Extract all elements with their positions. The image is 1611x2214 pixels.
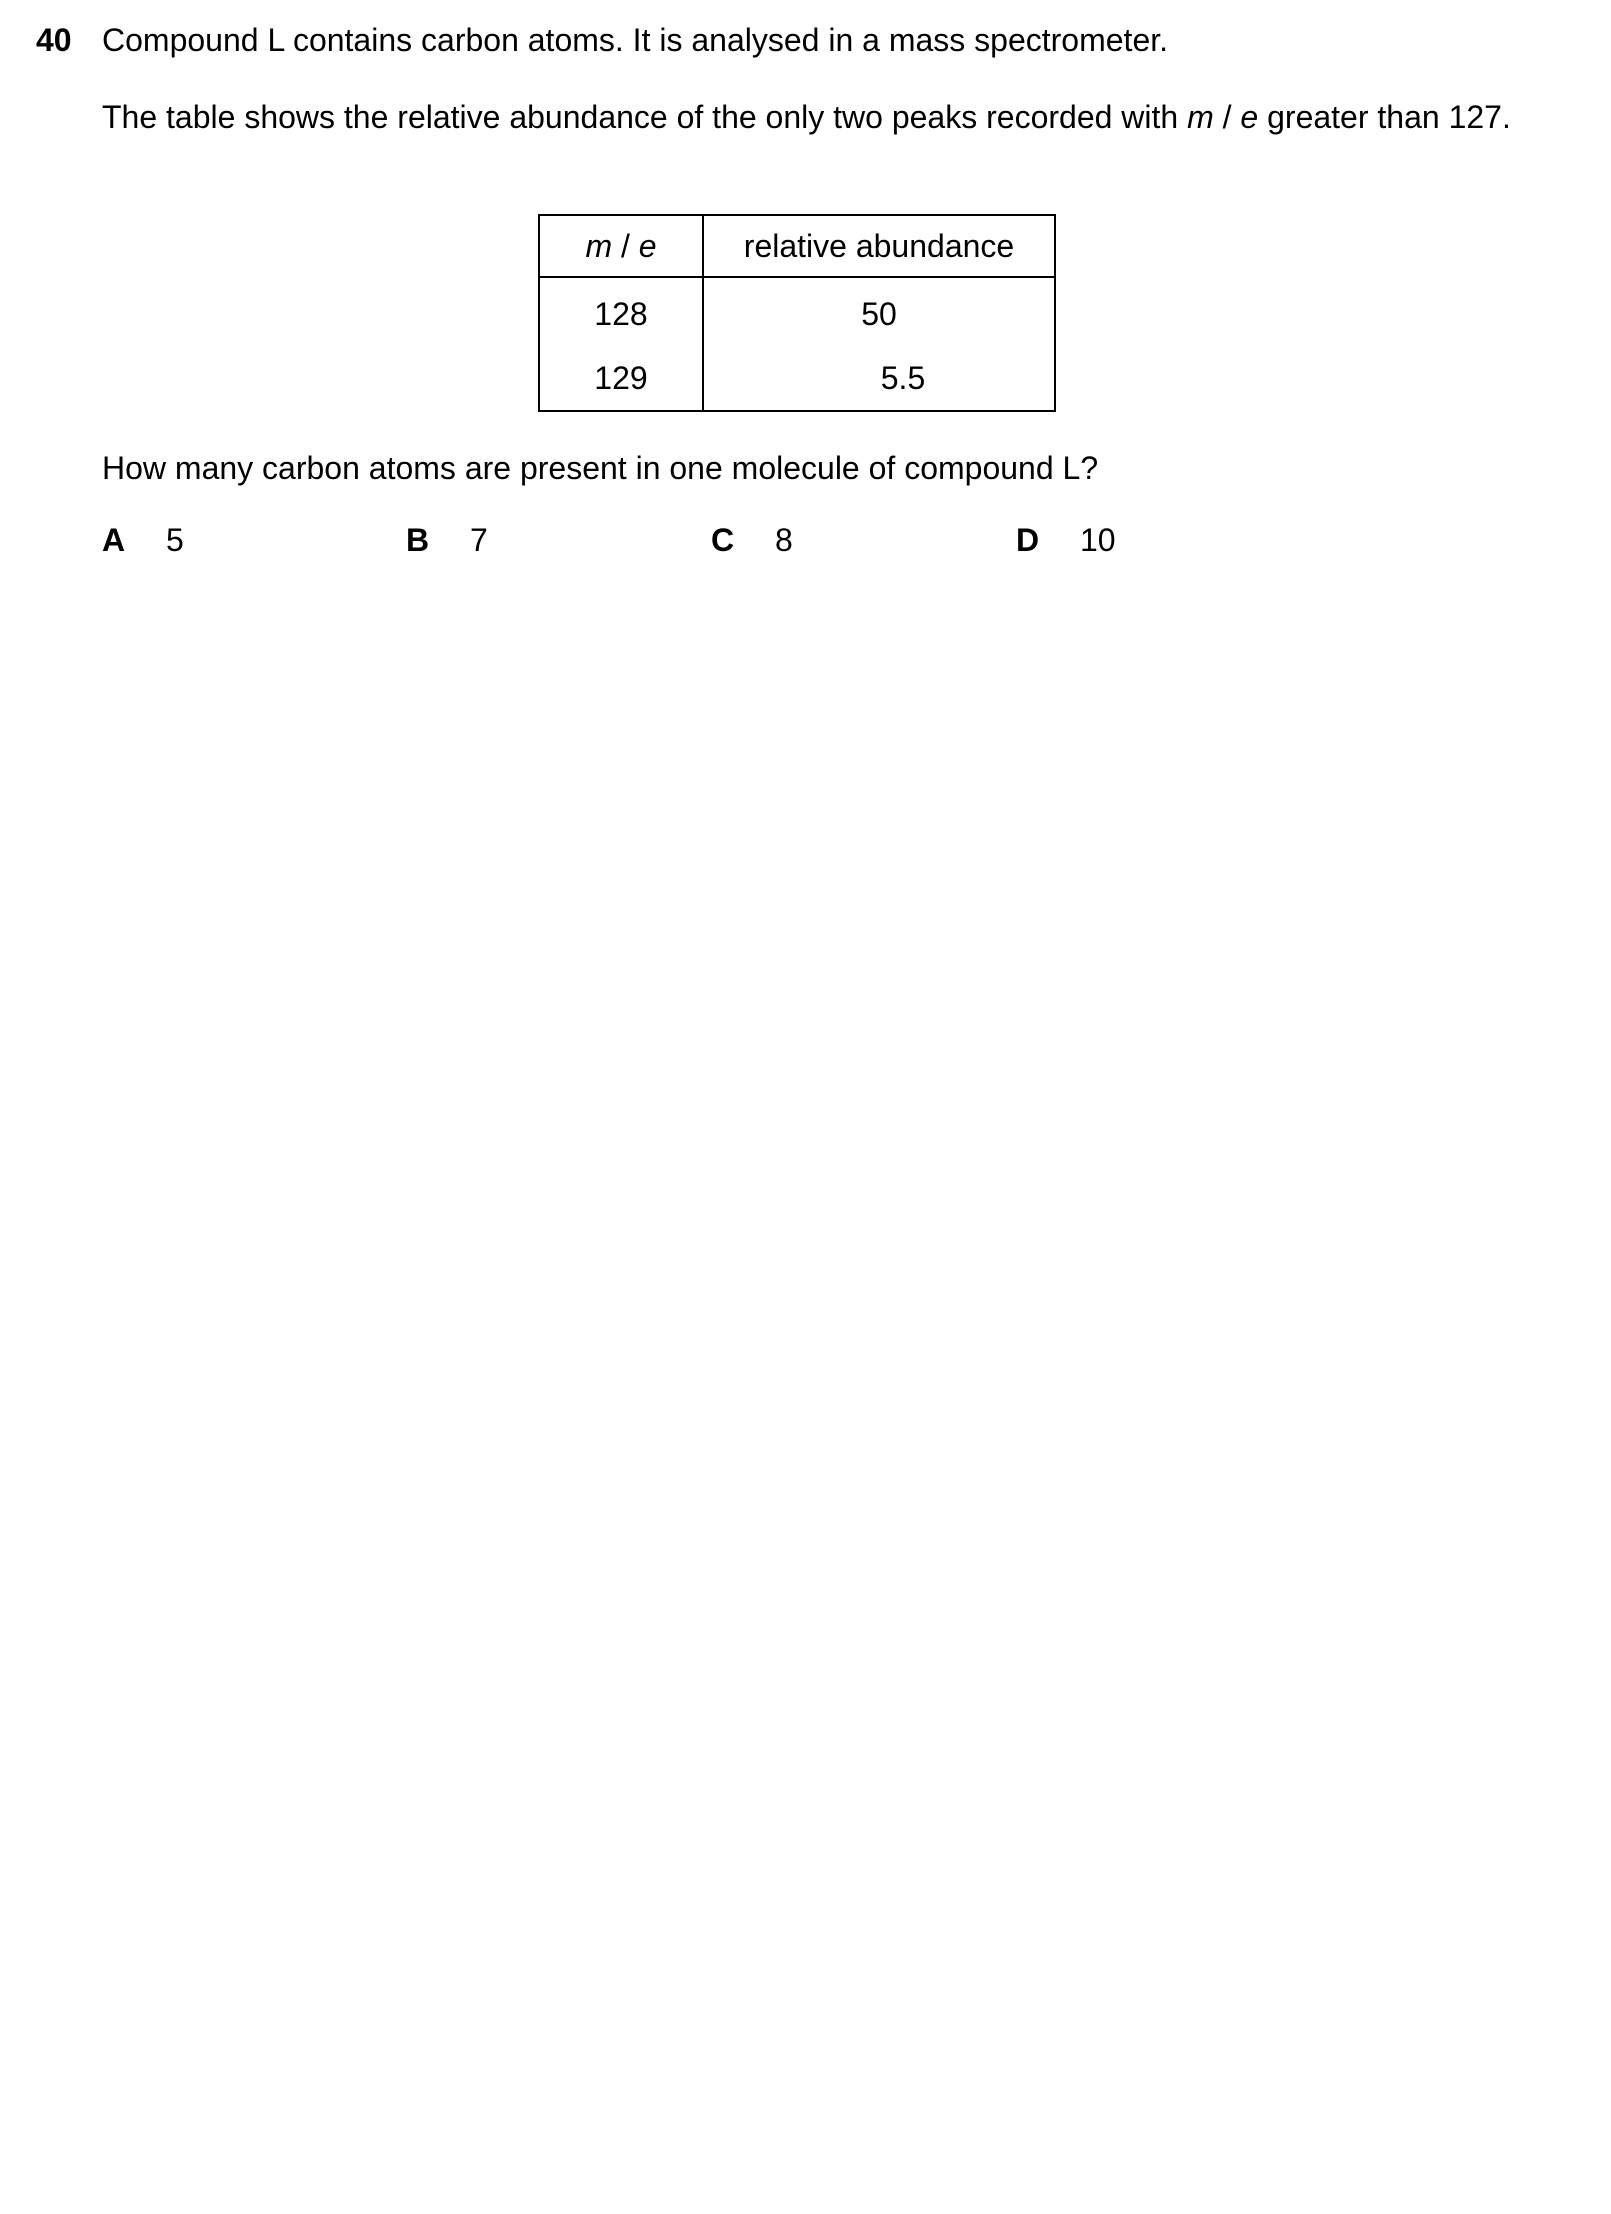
header-me	[539, 215, 703, 277]
cell-abundance: 50	[703, 277, 1055, 346]
option-b[interactable]	[406, 520, 488, 560]
header-me-e: e	[638, 227, 657, 264]
me-e: e	[1240, 99, 1259, 135]
table-intro	[102, 97, 1570, 137]
table-intro-after: greater than 127.	[1258, 99, 1511, 135]
table-header-row	[539, 215, 1055, 277]
option-value: 7	[470, 522, 488, 558]
option-letter: B	[406, 522, 430, 558]
option-c[interactable]	[711, 520, 793, 560]
cell-abundance	[703, 346, 1055, 411]
me-m: m	[1187, 99, 1214, 135]
option-value: 8	[775, 522, 793, 558]
option-letter: C	[711, 522, 735, 558]
cell-me: 128	[539, 277, 703, 346]
option-d[interactable]	[1016, 520, 1116, 560]
question-number: 40	[36, 22, 72, 58]
header-abundance: relative abundance	[703, 215, 1055, 277]
table-row	[539, 346, 1055, 411]
table-intro-before: The table shows the relative abundance of the only two peaks recorded with	[102, 99, 1188, 135]
option-value: 5	[166, 522, 184, 558]
table-row	[539, 277, 1055, 346]
option-letter: A	[102, 522, 126, 558]
question-intro: Compound L contains carbon atoms. It is analysed in a mass spectrometer.	[102, 22, 1169, 58]
cell-abundance-value: 5.5	[880, 359, 926, 396]
question-prompt: How many carbon atoms are present in one molecule of compound L?	[102, 450, 1099, 486]
header-me-m: m	[585, 227, 613, 264]
cell-me: 129	[539, 346, 703, 411]
abundance-table	[538, 214, 1056, 412]
option-value: 10	[1080, 522, 1116, 558]
me-slash: /	[1213, 99, 1241, 135]
option-letter: D	[1016, 522, 1040, 558]
option-a[interactable]	[102, 520, 184, 560]
header-me-slash: /	[612, 227, 639, 264]
